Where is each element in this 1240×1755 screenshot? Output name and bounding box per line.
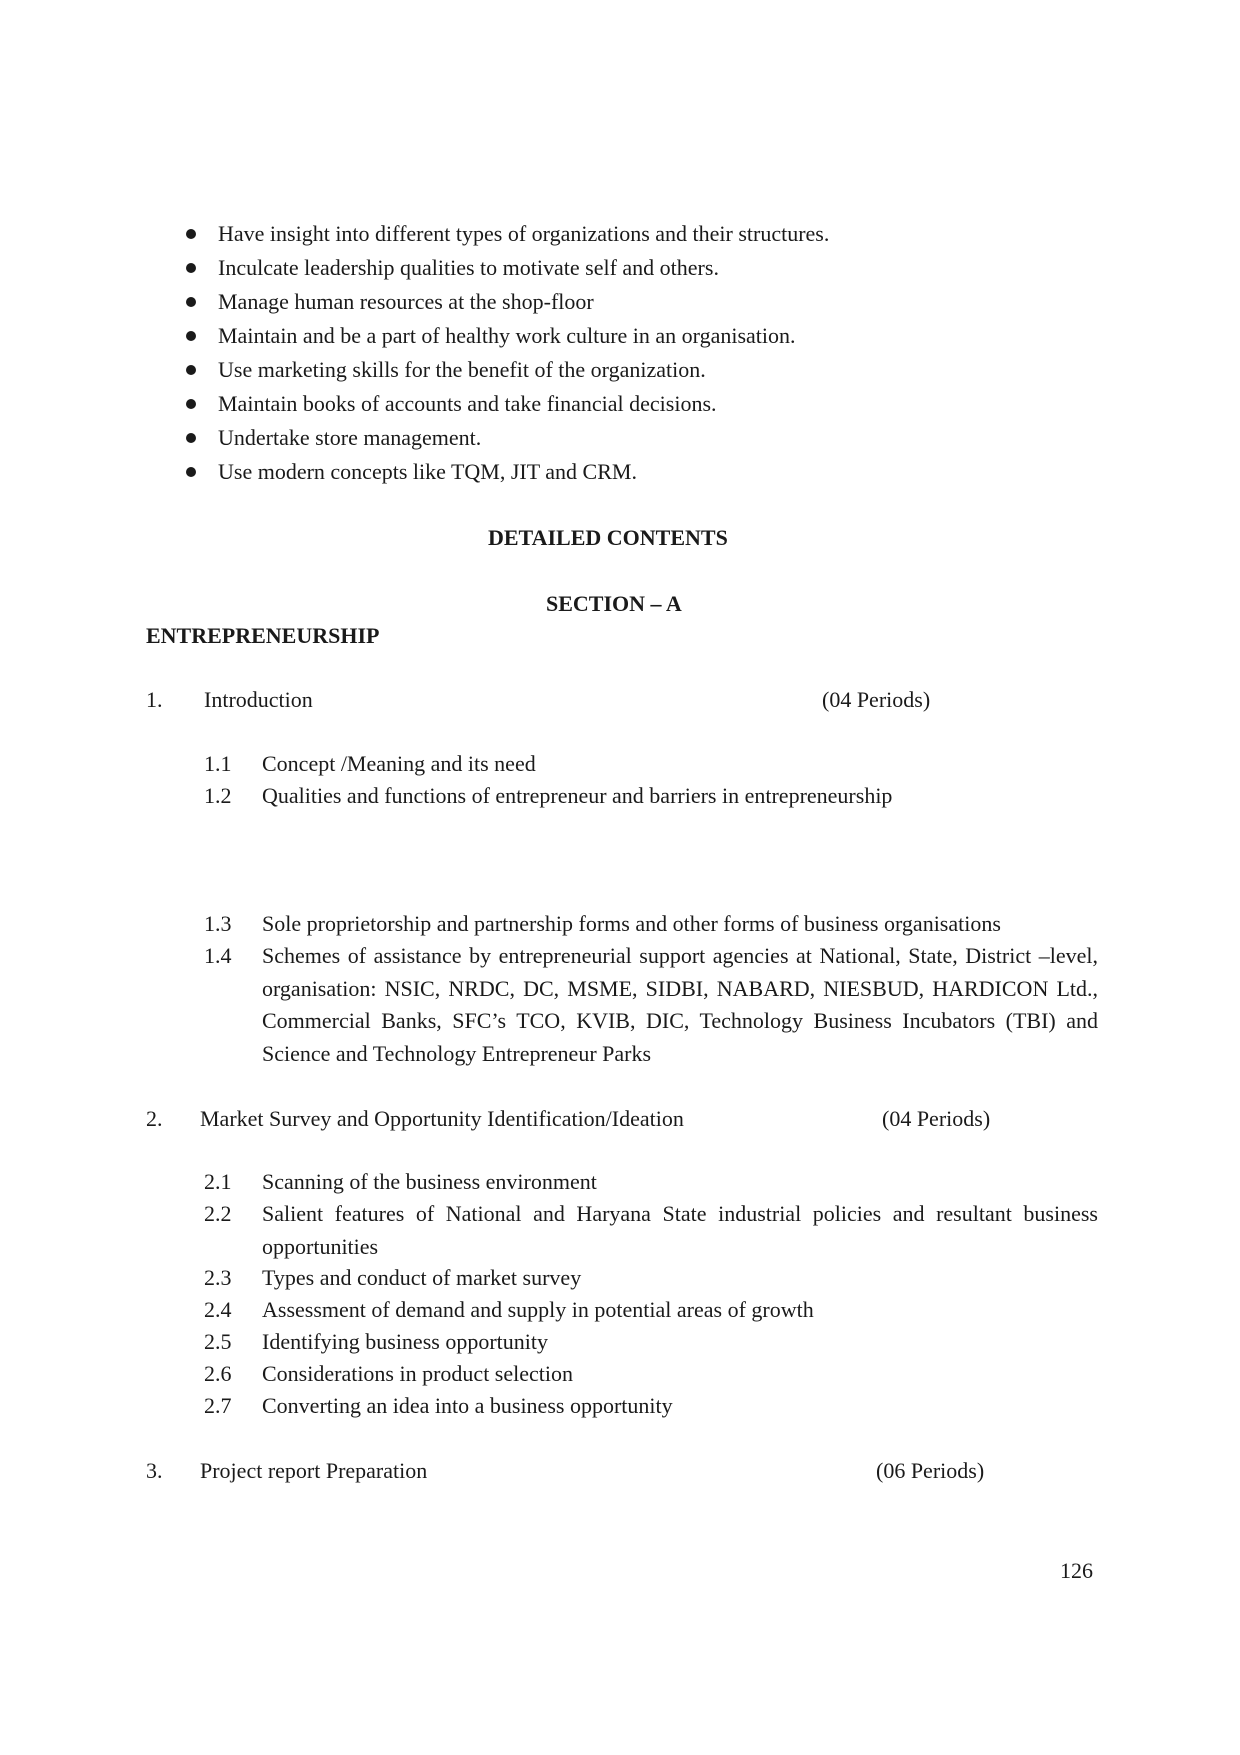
detailed-contents-heading: DETAILED CONTENTS — [488, 525, 728, 550]
unit-number: 1. — [146, 687, 163, 712]
bullet-icon — [186, 399, 196, 409]
topic-number: 2.6 — [204, 1361, 232, 1386]
objective-item: Use modern concepts like TQM, JIT and CRM. — [218, 459, 637, 484]
topic-number: 2.3 — [204, 1265, 232, 1290]
topic-text: Scanning of the business environment — [262, 1169, 597, 1194]
topic-text: Assessment of demand and supply in potential areas of growth — [262, 1297, 814, 1322]
unit-title: Project report Preparation — [200, 1458, 428, 1483]
topic-text: Converting an idea into a business opportunity — [262, 1393, 673, 1418]
unit-title: Market Survey and Opportunity Identification/Ideation — [200, 1106, 684, 1131]
entrepreneurship-heading: ENTREPRENEURSHIP — [146, 623, 380, 648]
topic-number: 1.2 — [204, 783, 232, 808]
topic-number: 2.5 — [204, 1329, 232, 1354]
unit-periods: (04 Periods) — [822, 687, 931, 712]
topic-text: Considerations in product selection — [262, 1361, 573, 1386]
bullet-icon — [186, 331, 196, 341]
topic-number: 2.1 — [204, 1169, 232, 1194]
bullet-icon — [186, 263, 196, 273]
unit-periods: (04 Periods) — [882, 1106, 991, 1131]
unit-periods: (06 Periods) — [876, 1458, 985, 1483]
topic-text: Salient features of National and Haryana State industrial policies and resultant business opportunities — [262, 1201, 1098, 1259]
bullet-icon — [186, 229, 196, 239]
bullet-icon — [186, 467, 196, 477]
objective-item: Manage human resources at the shop-floor — [218, 289, 594, 314]
bullet-icon — [186, 365, 196, 375]
topic-number: 2.2 — [204, 1201, 232, 1226]
objective-item: Maintain books of accounts and take financial decisions. — [218, 391, 717, 416]
topic-number: 1.1 — [204, 751, 232, 776]
unit-number: 2. — [146, 1106, 163, 1131]
topic-text: Identifying business opportunity — [262, 1329, 548, 1354]
page-number: 126 — [1060, 1558, 1093, 1583]
bullet-icon — [186, 433, 196, 443]
topic-number: 2.7 — [204, 1393, 232, 1418]
objective-item: Maintain and be a part of healthy work culture in an organisation. — [218, 323, 796, 348]
unit-title: Introduction — [204, 687, 313, 712]
objective-item: Inculcate leadership qualities to motivate self and others. — [218, 255, 719, 280]
topic-number: 1.4 — [204, 943, 232, 968]
topic-text: Schemes of assistance by entrepreneurial support agencies at National, State, District –level, organisation: NSIC, NRDC, DC, MSME, SIDBI, NABARD, NIESBUD, HARDICON Ltd., Commercial Banks, SFC’s TCO, KVIB, DIC, Technology Business Incubators (TBI) and Science and Technology Entrepreneur Parks — [262, 943, 1098, 1066]
objective-item: Use marketing skills for the benefit of the organization. — [218, 357, 706, 382]
section-heading: SECTION – A — [546, 591, 682, 616]
objective-item: Have insight into different types of organizations and their structures. — [218, 221, 830, 246]
topic-number: 2.4 — [204, 1297, 232, 1322]
objective-item: Undertake store management. — [218, 425, 482, 450]
topic-text: Types and conduct of market survey — [262, 1265, 582, 1290]
topic-number: 1.3 — [204, 911, 232, 936]
unit-number: 3. — [146, 1458, 163, 1483]
topic-text: Concept /Meaning and its need — [262, 751, 536, 776]
bullet-icon — [186, 297, 196, 307]
topic-text: Qualities and functions of entrepreneur and barriers in entrepreneurship — [262, 783, 893, 808]
topic-text: Sole proprietorship and partnership forms and other forms of business organisations — [262, 911, 1001, 936]
